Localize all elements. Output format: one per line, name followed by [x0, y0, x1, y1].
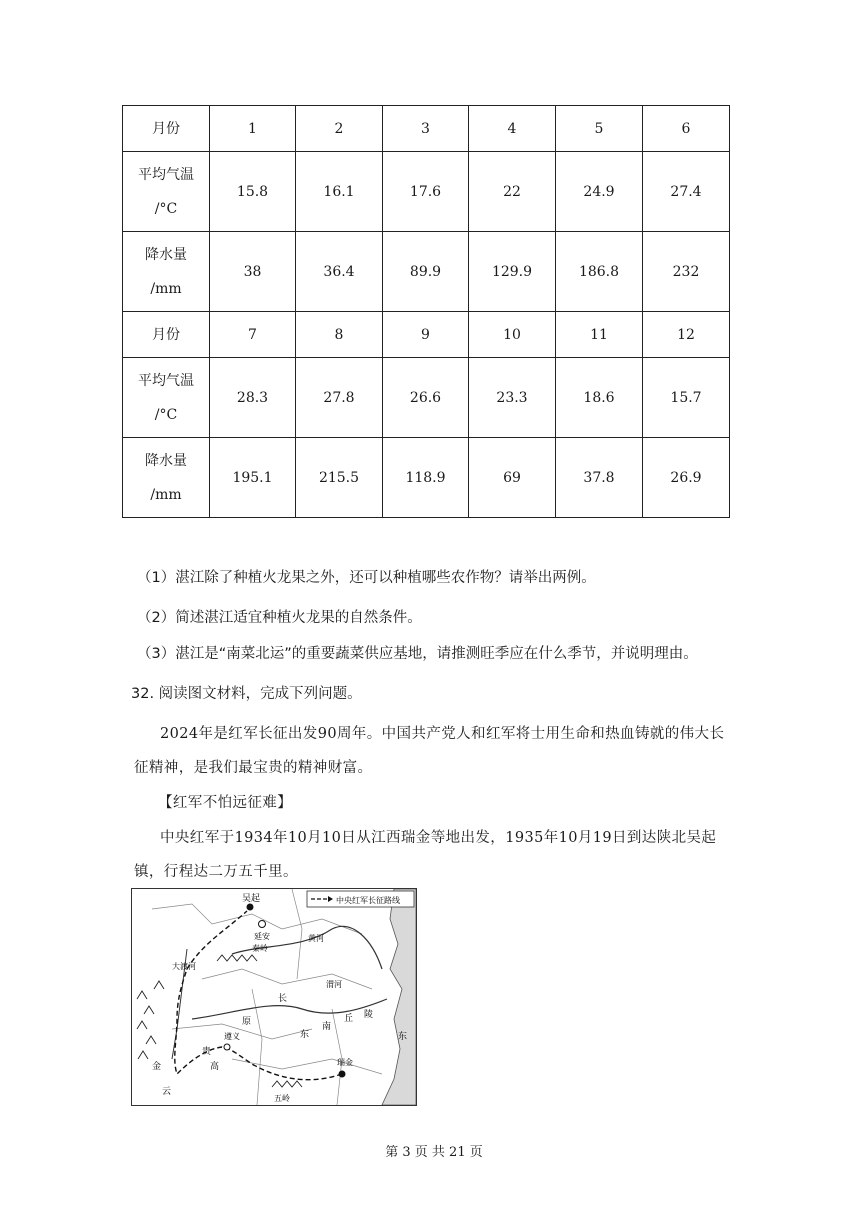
row-header-label: 降水量: [145, 452, 187, 469]
table-cell: 215.5: [296, 438, 383, 518]
table-cell: 9: [383, 312, 469, 358]
climate-table: [122, 105, 730, 518]
table-cell: 11: [556, 312, 643, 358]
table-cell: 129.9: [469, 232, 556, 312]
label-dadu: 大渡河: [172, 962, 196, 971]
ruijin-point: [339, 1071, 346, 1078]
table-row: [123, 438, 730, 518]
table-cell: 16.1: [296, 152, 383, 232]
map-figure: [132, 889, 416, 1105]
table-cell: 186.8: [556, 232, 643, 312]
table-cell: 118.9: [383, 438, 469, 518]
row-header-cell: [123, 438, 210, 518]
table-cell: 18.6: [556, 358, 643, 438]
zunyi-point: [224, 1044, 230, 1050]
page-footer: 第 3 页 共 21 页: [385, 1145, 483, 1160]
paragraph-2-line-1: 中央红军于1934年10月10日从江西瑞金等地出发，1935年10月19日到达陕北吴起: [160, 830, 717, 846]
paragraph-1-line-1: 2024年是红军长征出发90周年。中国共产党人和红军将士用生命和热血铸就的伟大长: [160, 726, 725, 742]
label-sea: 东: [398, 1032, 408, 1042]
row-header-unit: /mm: [150, 280, 182, 297]
row-header-cell: 月份: [123, 312, 210, 358]
label-wuqi: 吴起: [242, 894, 261, 904]
label-ruijin: 瑞金: [337, 1058, 353, 1067]
row-header-unit: /°C: [154, 406, 178, 423]
table-cell: 15.8: [210, 152, 296, 232]
province-borders: [152, 889, 382, 1105]
row-header-cell: 月份: [123, 106, 210, 152]
label-qinling: 秦岭: [252, 944, 268, 953]
table-cell: 2: [296, 106, 383, 152]
label-yun: 云: [162, 1087, 172, 1097]
long-march-map: [131, 888, 417, 1106]
label-weihe: 渭河: [326, 980, 342, 989]
label-jinsha: 金: [152, 1062, 162, 1072]
row-header-cell: [123, 358, 210, 438]
table-cell: 1: [210, 106, 296, 152]
table-cell: 37.8: [556, 438, 643, 518]
table-cell: 12: [643, 312, 730, 358]
row-header-unit: /°C: [154, 200, 178, 217]
label-changjiang: 长: [278, 994, 288, 1004]
row-header-label: 平均气温: [138, 166, 194, 183]
question-1: （1）湛江除了种植火龙果之外，还可以种植哪些农作物？请举出两例。: [137, 570, 596, 586]
label-gao: 高: [210, 1062, 220, 1072]
label-ling: 陵: [364, 1010, 374, 1020]
row-header-label: 降水量: [145, 246, 187, 263]
table-cell: 24.9: [556, 152, 643, 232]
label-huanghe: 黄河: [308, 934, 324, 943]
table-cell: 6: [643, 106, 730, 152]
table-cell: 38: [210, 232, 296, 312]
table-cell: 4: [469, 106, 556, 152]
table-cell: 195.1: [210, 438, 296, 518]
paragraph-1-line-2: 征精神，是我们最宝贵的精神财富。: [134, 760, 373, 776]
label-qiuling: 丘: [344, 1014, 354, 1024]
paragraph-2-line-2: 镇，行程达二万五千里。: [134, 864, 298, 880]
table-row: [123, 106, 730, 152]
table-cell: 8: [296, 312, 383, 358]
question-2: （2）简述湛江适宜种植火龙果的自然条件。: [137, 610, 422, 626]
table-row: [123, 152, 730, 232]
label-zunyi: 遵义: [224, 1032, 240, 1041]
legend-label: 中央红军长征路线: [336, 896, 400, 905]
table-row: [123, 232, 730, 312]
sea-area: [382, 889, 416, 1105]
table-cell: 26.6: [383, 358, 469, 438]
label-yanan: 延安: [254, 932, 270, 941]
table-cell: 28.3: [210, 358, 296, 438]
table-row: [123, 358, 730, 438]
table-cell: 23.3: [469, 358, 556, 438]
table-cell: 27.4: [643, 152, 730, 232]
table-cell: 27.8: [296, 358, 383, 438]
row-header-cell: [123, 232, 210, 312]
label-wuling: 五岭: [274, 1094, 290, 1103]
table-cell: 10: [469, 312, 556, 358]
table-row: [123, 312, 730, 358]
section-heading: 【红军不怕远征难】: [158, 795, 293, 811]
yangtze-river: [192, 999, 387, 1019]
question-32-title: 32. 阅读图文材料，完成下列问题。: [131, 686, 362, 702]
table-cell: 3: [383, 106, 469, 152]
question-3: （3）湛江是“南菜北运”的重要蔬菜供应基地，请推测旺季应在什么季节，并说明理由。: [137, 646, 698, 662]
label-yuan: 原: [242, 1017, 252, 1027]
table-cell: 26.9: [643, 438, 730, 518]
row-header-cell: [123, 152, 210, 232]
table-cell: 15.7: [643, 358, 730, 438]
label-gui: 贵: [202, 1047, 212, 1057]
wuqi-point: [247, 904, 254, 911]
table-cell: 17.6: [383, 152, 469, 232]
yanan-point: [259, 921, 266, 928]
row-header-unit: /mm: [150, 486, 182, 503]
table-cell: 232: [643, 232, 730, 312]
table-cell: 89.9: [383, 232, 469, 312]
table-cell: 5: [556, 106, 643, 152]
table-cell: 7: [210, 312, 296, 358]
table-cell: 69: [469, 438, 556, 518]
table-cell: 36.4: [296, 232, 383, 312]
table-cell: 22: [469, 152, 556, 232]
row-header-label: 平均气温: [138, 372, 194, 389]
label-dongnan: 东: [300, 1030, 310, 1040]
label-nanqiu: 南: [322, 1022, 332, 1032]
